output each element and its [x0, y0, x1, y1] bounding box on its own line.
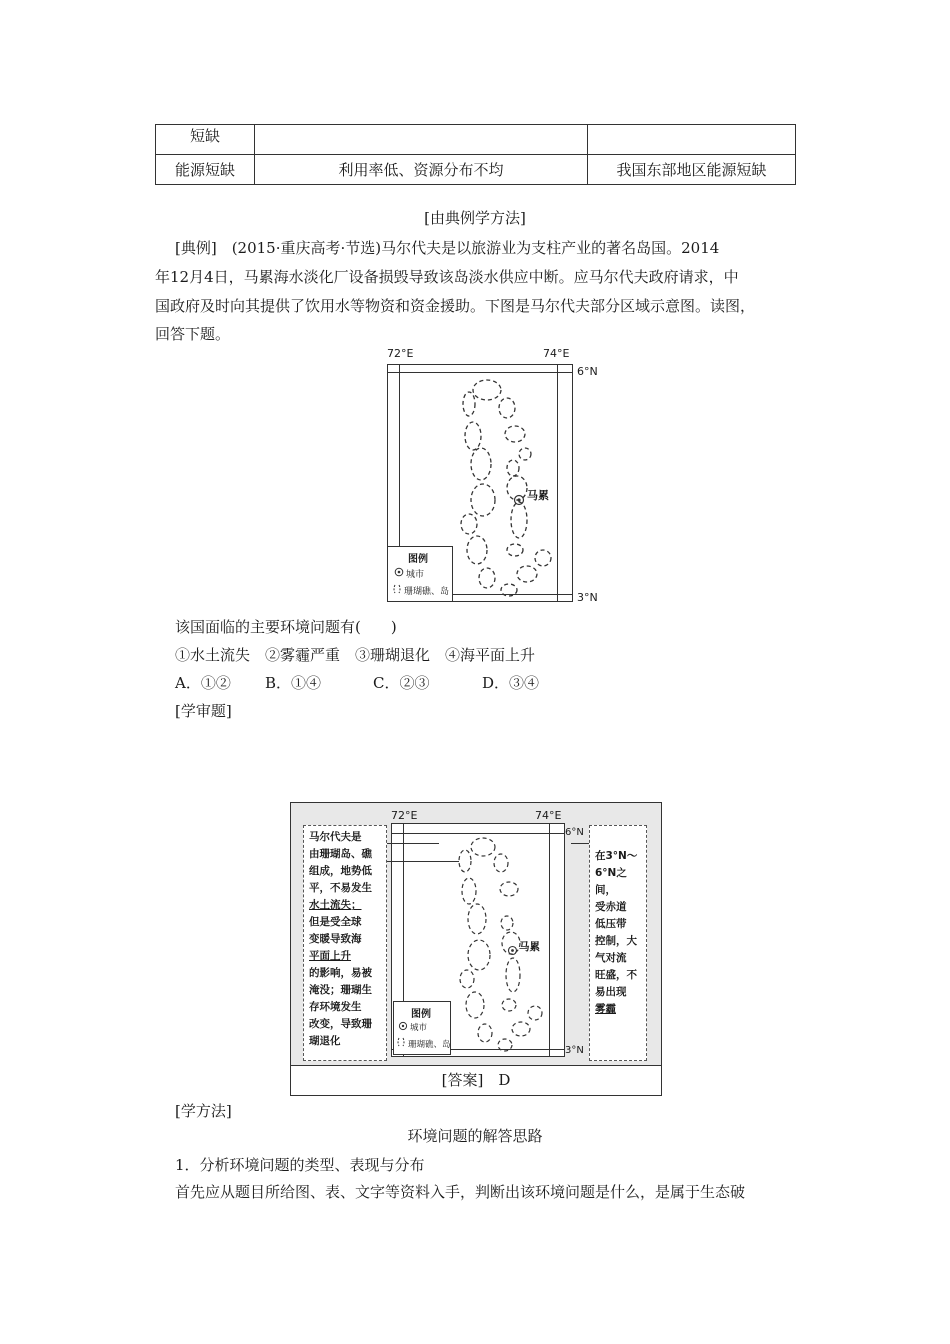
note-line: 控制，大	[595, 935, 637, 947]
table-cell	[588, 125, 796, 155]
note-line: 旺盛，不	[595, 969, 637, 981]
note-line: 气对流	[595, 952, 627, 964]
legend-title: 图例	[408, 554, 428, 565]
note-line: 组成，地势低	[309, 865, 372, 877]
note-line: 低压带	[595, 918, 627, 930]
left-annotation	[303, 825, 387, 1061]
table-cell	[255, 125, 588, 155]
note-line: 平面上升	[309, 950, 351, 962]
legend-city-icon	[394, 567, 404, 577]
environment-problem-table	[155, 124, 796, 185]
legend-city-label: 城市	[406, 570, 425, 580]
table-cell: 能源短缺	[156, 155, 255, 185]
city-label-male: 马累	[527, 489, 549, 502]
note-line: 易出现	[595, 986, 627, 998]
annotated-map-figure	[290, 802, 662, 1066]
note-line: 水土流失；	[309, 899, 362, 911]
note-line: 存环境发生	[309, 1001, 362, 1013]
choice-a: A．①②	[175, 674, 231, 692]
legend-reef-icon	[392, 583, 404, 595]
note-line: 改变，导致珊	[309, 1018, 372, 1030]
note-line: 淹没；珊瑚生	[309, 984, 372, 996]
note-line: 瑚退化	[309, 1035, 341, 1047]
legend-reef-label: 珊瑚礁、岛	[408, 1040, 451, 1050]
right-annotation	[589, 825, 647, 1061]
lat-bottom-label: 3°N	[577, 591, 598, 604]
legend-city-label: 城市	[410, 1023, 428, 1033]
legend-reef-icon	[396, 1036, 408, 1048]
city-marker-icon	[507, 945, 518, 956]
lat-top-label: 6°N	[565, 827, 584, 838]
question-options: ①水土流失 ②雾霾严重 ③珊瑚退化 ④海平面上升	[175, 646, 536, 664]
lon-right-label: 74°E	[535, 809, 562, 822]
note-line: 6°N之间，	[595, 867, 627, 896]
lon-left-label: 72°E	[387, 347, 414, 360]
choice-b: B．①④	[265, 674, 322, 692]
note-line: 平，不易发生	[309, 882, 372, 894]
map-legend	[393, 1001, 451, 1055]
answer-box: [答案] D	[290, 1066, 662, 1096]
question-stem: 该国面临的主要环境问题有( )	[175, 618, 397, 636]
intro-line-2: 年12月4日，马累海水淡化厂设备损毁导致该岛淡水供应中断。应马尔代夫政府请求，中	[155, 268, 739, 286]
city-label-male: 马累	[519, 941, 540, 953]
city-marker-icon	[513, 494, 525, 506]
map-legend	[387, 546, 453, 602]
table-cell: 利用率低、资源分布不均	[255, 155, 588, 185]
note-line: 由珊瑚岛、礁	[309, 848, 372, 860]
table-row	[156, 125, 796, 155]
note-line: 变暖导致海	[309, 933, 362, 945]
method-title: 环境问题的解答思路	[407, 1127, 543, 1145]
intro-line-1: [典例] (2015·重庆高考·节选)马尔代夫是以旅游业为支柱产业的著名岛国。2014	[175, 239, 720, 257]
choice-d: D．③④	[482, 674, 540, 692]
note-line: 的影响，易被	[309, 967, 372, 979]
study-label: [学审题]	[175, 702, 232, 720]
point-1-heading: 1．分析环境问题的类型、表现与分布	[175, 1156, 425, 1174]
intro-line-4: 回答下题。	[155, 325, 231, 343]
choice-c: C．②③	[373, 674, 430, 692]
note-line: 在3°N～	[595, 850, 638, 862]
lat-top-label: 6°N	[577, 365, 598, 378]
lon-left-label: 72°E	[391, 809, 418, 822]
note-line: 雾霾	[595, 1003, 616, 1015]
method-label: [学方法]	[175, 1102, 232, 1120]
maldives-map	[385, 348, 605, 606]
point-1-text: 首先应从题目所给图、表、文字等资料入手，判断出该环境问题是什么，是属于生态破	[175, 1183, 746, 1201]
legend-city-icon	[398, 1021, 408, 1031]
legend-title: 图例	[411, 1009, 431, 1020]
legend-reef-label: 珊瑚礁、岛	[404, 587, 450, 597]
section-title: [由典例学方法]	[424, 209, 526, 227]
table-cell: 我国东部地区能源短缺	[588, 155, 796, 185]
lon-right-label: 74°E	[543, 347, 570, 360]
table-cell: 短缺	[156, 125, 255, 155]
lat-bottom-label: 3°N	[565, 1045, 584, 1056]
note-line: 但是受全球	[309, 916, 362, 928]
intro-line-3: 国政府及时向其提供了饮用水等物资和资金援助。下图是马尔代夫部分区域示意图。读图，	[155, 297, 756, 315]
note-line: 受赤道	[595, 901, 627, 913]
table-row	[156, 155, 796, 185]
note-line: 马尔代夫是	[309, 831, 362, 843]
connector-line	[571, 843, 589, 844]
